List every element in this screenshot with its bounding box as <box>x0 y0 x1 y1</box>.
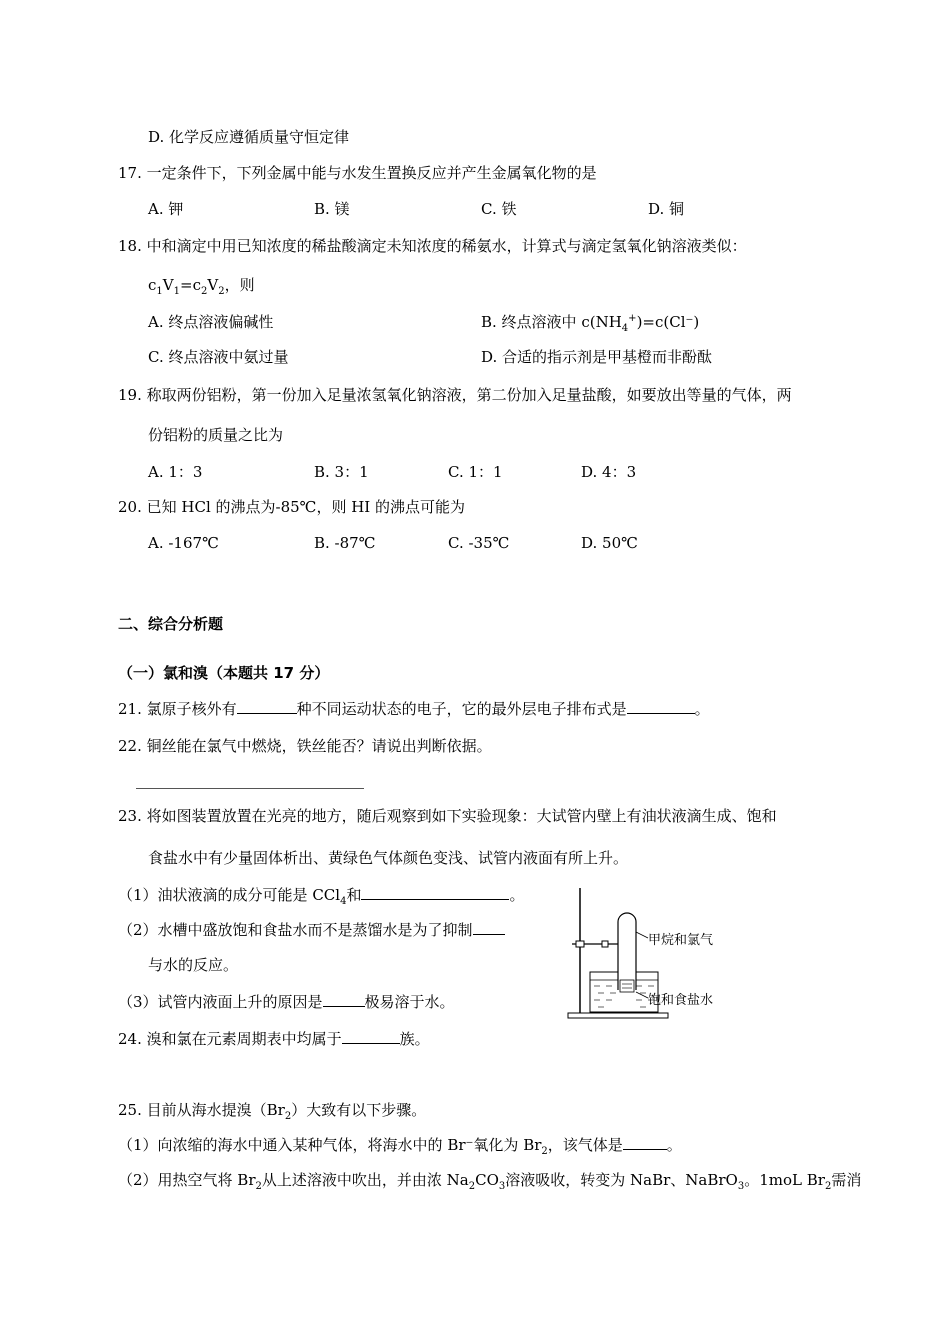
q20-option-b: B. -87℃ <box>314 534 376 552</box>
q23-sub2-cont: 与水的反应。 <box>148 956 239 974</box>
q17-option-a: A. 钾 <box>148 200 184 218</box>
q25-blank-1[interactable] <box>623 1135 667 1150</box>
inverted-test-tube <box>618 913 636 990</box>
q24-blank[interactable] <box>342 1029 400 1044</box>
q18-option-a: A. 终点溶液偏碱性 <box>148 313 274 331</box>
q17-option-c: C. 铁 <box>481 200 517 218</box>
q25-stem: 25. 目前从海水提溴$(Br_2)$大致有以下步骤。 <box>118 1101 427 1122</box>
q22-answer-line[interactable] <box>136 788 364 789</box>
experiment-apparatus-figure <box>566 880 746 1030</box>
q23-stem-line1: 23. 将如图装置放置在光亮的地方，随后观察到如下实验现象：大试管内壁上有油状液滴生成、饱和 <box>118 807 777 825</box>
q24-line: 24. 溴和氯在元素周期表中均属于 族。 <box>118 1030 430 1048</box>
q19-option-a: A. 1：3 <box>148 463 203 481</box>
q21-blank-1[interactable] <box>237 699 297 714</box>
label-methane-chlorine: 甲烷和氯气 <box>648 933 714 948</box>
q23-blank-2[interactable] <box>473 920 505 935</box>
label-saturated-brine: 饱和食盐水 <box>648 993 714 1008</box>
q23-sub1: （1）油状液滴的成分可能是 CCl$_4$和 。 <box>118 886 525 907</box>
q19-stem-line1: 19. 称取两份铝粉，第一份加入足量浓氢氧化钠溶液，第二份加入足量盐酸，如要放出等量的气体，两 <box>118 386 792 404</box>
q19-option-d: D. 4：3 <box>581 463 637 481</box>
q19-option-b: B. 3：1 <box>314 463 369 481</box>
q16-option-d: D. 化学反应遵循质量守恒定律 <box>148 128 350 146</box>
q18-option-d: D. 合适的指示剂是甲基橙而非酚酞 <box>481 348 713 366</box>
q20-option-d: D. 50℃ <box>581 534 638 552</box>
q19-option-c: C. 1：1 <box>448 463 503 481</box>
q19-stem-line2: 份铝粉的质量之比为 <box>148 426 284 444</box>
clamp-jaw <box>602 941 608 947</box>
section-title: 二、综合分析题 <box>118 615 224 633</box>
q20-option-c: C. -35℃ <box>448 534 510 552</box>
q25-sub1: （1）向浓缩的海水中通入某种气体，将海水中的 Br⁻氧化为 $Br_2$，该气体是 。 <box>118 1136 682 1157</box>
q23-blank-3[interactable] <box>323 992 365 1007</box>
q17-option-d: D. 铜 <box>648 200 685 218</box>
q23-stem-line2: 食盐水中有少量固体析出、黄绿色气体颜色变浅、试管内液面有所上升。 <box>148 849 629 867</box>
q18-formula: $c_1V_1=c_2V_2$，则 <box>148 276 255 297</box>
q20-stem: 20. 已知 HCl 的沸点为-85℃，则 HI 的沸点可能为 <box>118 498 465 516</box>
q18-option-b: B. 终点溶液中 $c(NH_4^+)=c(Cl^-)$ <box>481 313 700 334</box>
q23-blank-1[interactable] <box>361 885 509 900</box>
q18-stem: 18. 中和滴定中用已知浓度的稀盐酸滴定未知浓度的稀氨水，计算式与滴定氢氧化钠溶液类似： <box>118 237 747 255</box>
q20-option-a: A. -167℃ <box>148 534 219 552</box>
q23-sub2: （2）水槽中盛放饱和食盐水而不是蒸馏水是为了抑制 <box>118 920 505 940</box>
q23-sub3: （3）试管内液面上升的原因是 极易溶于水。 <box>118 993 455 1011</box>
gas-leader-line <box>636 932 648 938</box>
q21-line: 21. 氯原子核外有 种不同运动状态的电子，它的最外层电子排布式是 。 <box>118 700 710 718</box>
part-title: （一）氯和溴（本题共 17 分） <box>118 664 330 682</box>
q25-sub2: （2）用热空气将 $Br_2$从上述溶液中吹出，并由浓 $Na_2CO_3$溶液吸收，转变为 NaBr、NaBrO$_3$。1moL $Br_2$需消 <box>118 1171 862 1192</box>
clamp-boss <box>576 941 584 947</box>
q22-stem: 22. 铜丝能在氯气中燃烧，铁丝能否？请说出判断依据。 <box>118 737 492 755</box>
q21-blank-2[interactable] <box>627 699 695 714</box>
q18-option-c: C. 终点溶液中氨过量 <box>148 348 289 366</box>
q17-option-b: B. 镁 <box>314 200 350 218</box>
q17-stem: 17. 一定条件下，下列金属中能与水发生置换反应并产生金属氧化物的是 <box>118 164 597 182</box>
stand-base <box>568 1013 668 1018</box>
